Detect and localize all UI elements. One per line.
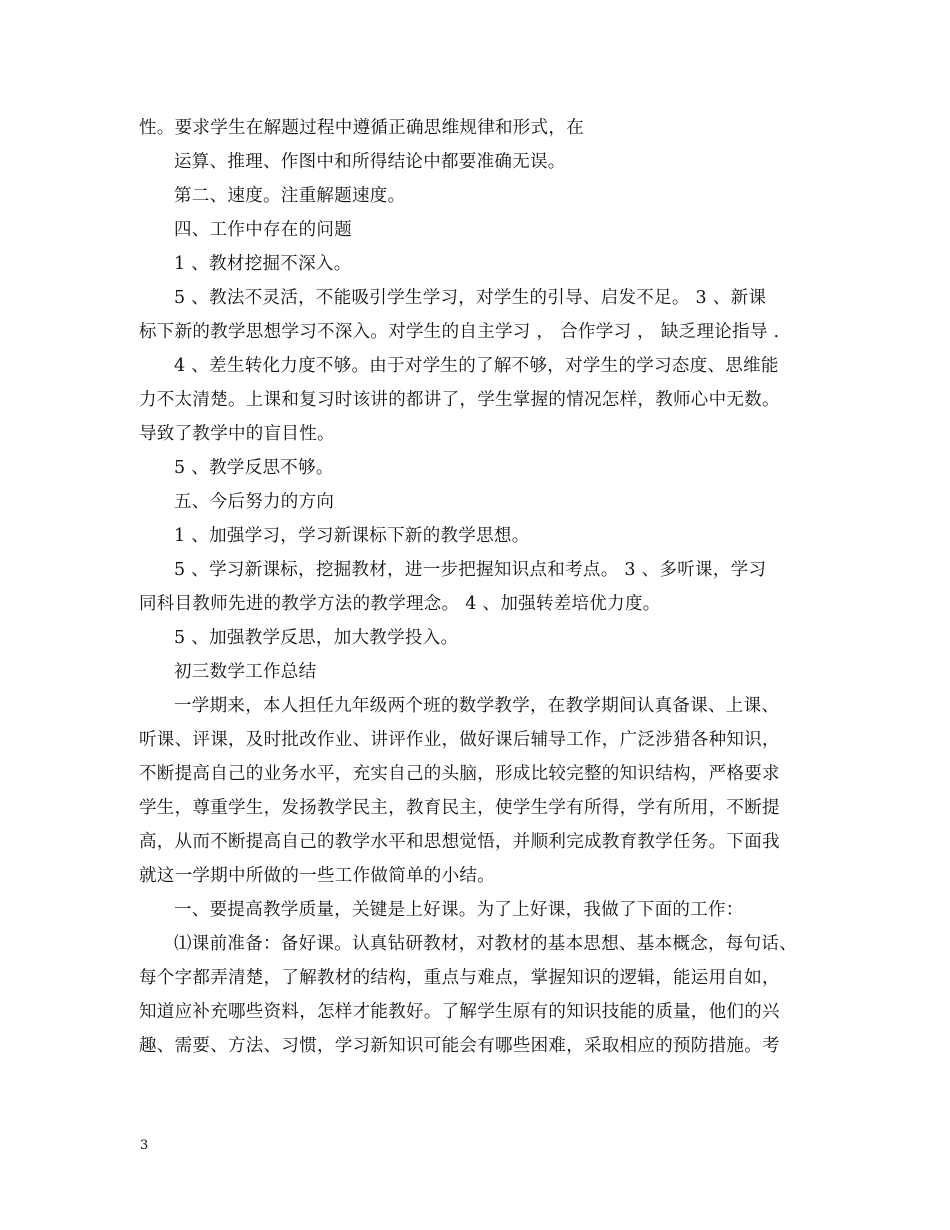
text-line: 力不太清楚。上课和复习时该讲的都讲了，学生掌握的情况怎样，教师心中无数。: [139, 390, 780, 410]
text-line: 学生，尊重学生，发扬教学民主，教育民主，使学生学有所得，学有所用，不断提: [139, 798, 780, 818]
text-line: 1 、教材挖掘不深入。: [174, 254, 352, 274]
text-line: 5 、加强教学反思，加大教学投入。: [174, 628, 459, 648]
text-line: 每个字都弄清楚，了解教材的结构，重点与难点，掌握知识的逻辑，能运用自如，: [139, 968, 780, 988]
text-line: 高，从而不断提高自己的教学水平和思想觉悟，并顺利完成教育教学任务。下面我: [139, 832, 780, 852]
text-line: 趣、需要、方法、习惯，学习新知识可能会有哪些困难，采取相应的预防措施。考: [139, 1036, 780, 1056]
text-line: 就这一学期中所做的一些工作做简单的小结。: [139, 866, 495, 886]
text-line: 性。要求学生在解题过程中遵循正确思维规律和形式，在: [139, 118, 584, 138]
text-line: 一学期来，本人担任九年级两个班的数学教学，在教学期间认真备课、上课、: [174, 696, 780, 716]
text-line: 5 、教学反思不够。: [174, 458, 334, 478]
text-line: 5 、教法不灵活，不能吸引学生学习，对学生的引导、启发不足。 3 、新课: [174, 288, 767, 308]
text-line: 导致了教学中的盲目性。: [139, 424, 335, 444]
text-line: 4 、差生转化力度不够。由于对学生的了解不够，对学生的学习态度、思维能: [174, 356, 779, 376]
text-line: 标下新的教学思想学习不深入。对学生的自主学习 ， 合作学习 ， 缺乏理论指导 .: [139, 322, 780, 342]
section-heading: 五、今后努力的方向: [174, 492, 335, 512]
text-line: ⑴课前准备：备好课。认真钻研教材，对教材的基本思想、基本概念，每句话、: [174, 934, 797, 954]
text-line: 听课、评课，及时批改作业、讲评作业，做好课后辅导工作，广泛涉猎各种知识，: [139, 730, 780, 750]
text-line: 运算、推理、作图中和所得结论中都要准确无误。: [174, 152, 566, 172]
text-line: 同科目教师先进的教学方法的教学理念。 4 、加强转差培优力度。: [139, 594, 661, 614]
text-line: 不断提高自己的业务水平，充实自己的头脑，形成比较完整的知识结构，严格要求: [139, 764, 780, 784]
document-title: 初三数学工作总结: [174, 662, 317, 682]
text-line: 1 、加强学习，学习新课标下新的教学思想。: [174, 526, 530, 546]
text-line: 第二、速度。注重解题速度。: [174, 186, 406, 206]
page-number: 3: [140, 1138, 149, 1153]
text-line: 5 、学习新课标，挖掘教材，进一步把握知识点和考点。 3 、多听课，学习: [174, 560, 767, 580]
section-heading: 一、要提高教学质量，关键是上好课。为了上好课，我做了下面的工作：: [174, 900, 744, 920]
section-heading: 四、工作中存在的问题: [174, 220, 352, 240]
text-line: 知道应补充哪些资料，怎样才能教好。了解学生原有的知识技能的质量，他们的兴: [139, 1002, 780, 1022]
